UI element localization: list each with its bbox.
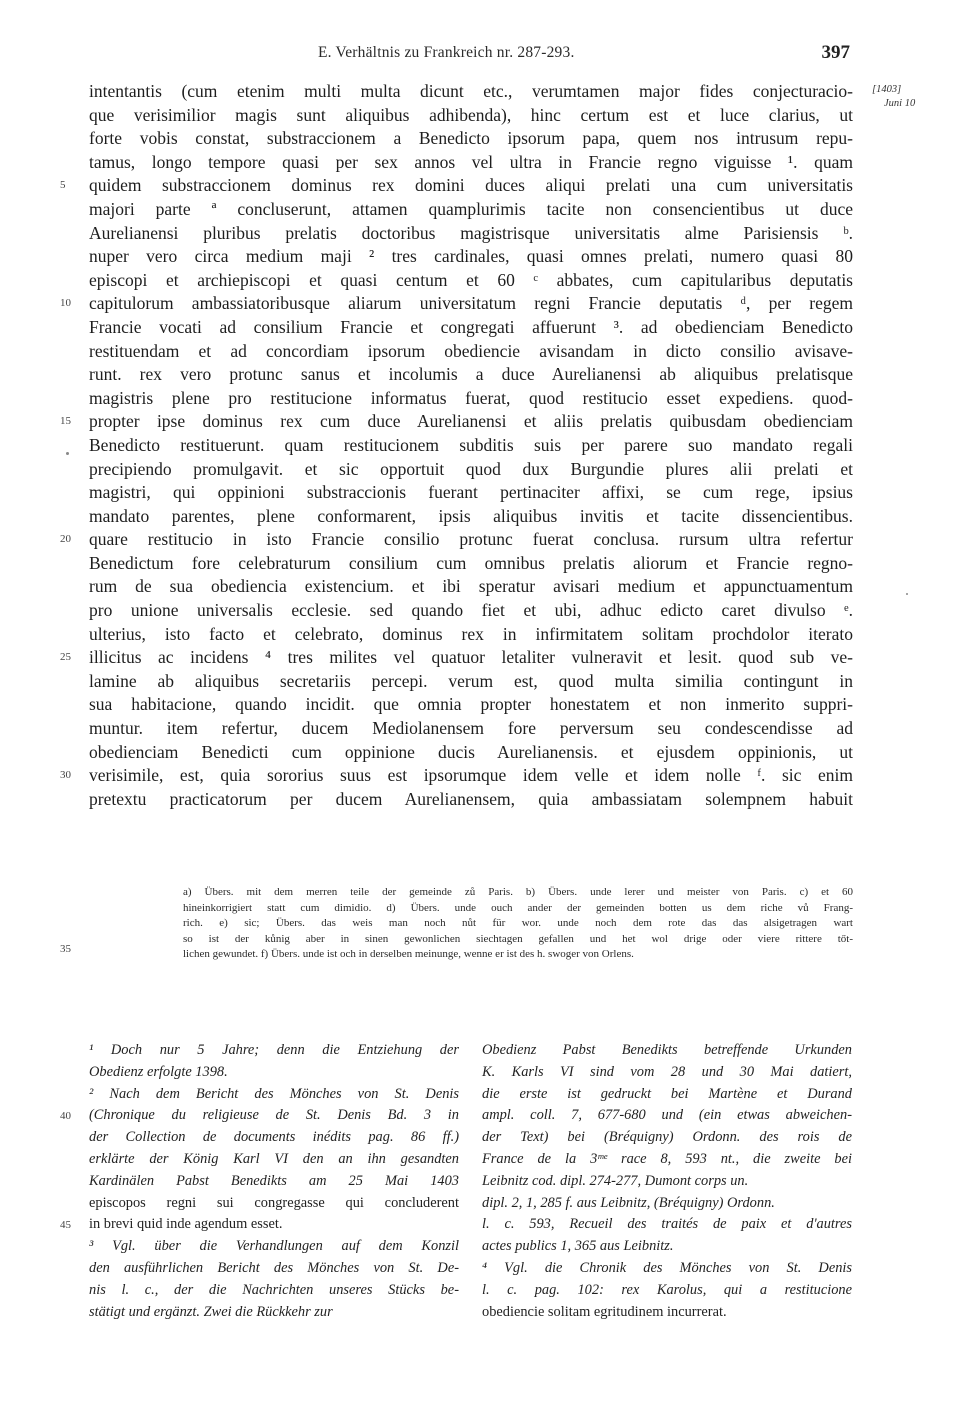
- text-line-content: illicitus ac incidens ⁴ tres milites vel quatuor letaliter vulneravit et lesit. quod sub ve-: [89, 647, 853, 668]
- line-number: 5: [60, 179, 66, 192]
- text-line-content: majori parte ª concluserunt, attamen quamplurimis tacite non consencientibus ut duce: [89, 198, 853, 219]
- line-number: 35: [60, 943, 71, 955]
- footnote-line: den ausführlichen Bericht des Mönches von St. De-: [89, 1259, 459, 1276]
- footnote-line: in brevi quid inde agendum esset.: [89, 1216, 283, 1233]
- text-line-content: episcopi et archiepiscopi et quasi centum et 60 ᶜ abbates, cum capitularibus deputatis: [89, 269, 853, 290]
- text-line: [0, 363, 960, 387]
- footnote-line: erklärte der König Karl VI den an ihn gesandten: [89, 1150, 459, 1167]
- variant-line: a) Übers. mit dem merren teile der gemeinde zů Paris. b) Übers. unde lerer und meister von Paris. c) et 60: [183, 886, 853, 898]
- footnote-line: die erste ist gedruckt bei Martène et Durand: [482, 1085, 852, 1102]
- footnote-line: ² Nach dem Bericht des Mönches von St. Denis: [89, 1085, 459, 1102]
- line-number: 20: [60, 533, 71, 546]
- footnote-line: ⁴ Vgl. die Chronik des Mönches von St. Denis: [482, 1259, 852, 1276]
- text-line-content: lamine ab aliquibus secretariis percepi. verum est, quod multa similia contingunt in: [89, 670, 853, 691]
- text-line-content: rum de sua obediencia existencium. et ibi speratur avisari medium et appunctuamentum: [89, 576, 853, 597]
- line-number: 25: [60, 651, 71, 664]
- text-line-content: restituendam et ad concordiam ipsorum obediencie avisandam in dicto consilio avisave-: [89, 340, 853, 361]
- text-line: [0, 646, 960, 670]
- page-header: [0, 44, 960, 68]
- line-number: 15: [60, 415, 71, 428]
- footnote-line: Obedienz Pabst Benedikts betreffende Urkunden: [482, 1042, 852, 1058]
- footnote-line: episcopos regni sui congregasse qui concluderent: [89, 1194, 459, 1211]
- text-line: [0, 80, 960, 104]
- text-line-content: capitulorum ambassiatoribusque aliarum universitatum regni Francie deputatis ᵈ, per regem: [89, 293, 853, 314]
- variant-line: hineinkorrigiert statt cum dimidio. d) Übers. unde ouch ander der gemeinden botten us dem riche vů Frang-: [183, 901, 853, 914]
- scan-speck: [906, 593, 908, 595]
- text-line-content: magistris plene pro restitucione informatus fuerat, quod restitucio esset expediens. quod-: [89, 387, 853, 408]
- text-line-content: pro unione universalis ecclesie. sed quando fiet et ubi, adhuc edicto caret divulso ᵉ.: [89, 600, 853, 621]
- text-line: [0, 316, 960, 340]
- footnote-line: der Text) bei (Bréquigny) Ordonn. des rois de: [482, 1129, 852, 1146]
- footnote-line: Kardinälen Pabst Benedikts am 25 Mai 1403: [89, 1172, 459, 1189]
- footnote-line: France de la 3ᵐᵉ race 8, 593 nt., die zweite bei: [482, 1150, 852, 1167]
- running-head: E. Verhältnis zu Frankreich nr. 287-293.: [318, 44, 575, 61]
- text-line: [0, 764, 960, 788]
- text-line-content: tamus, longo tempore quasi per sex annos vel ultra in Francie regno viguisse ¹. quam: [89, 151, 853, 172]
- text-line: [0, 788, 960, 812]
- text-line-content: muntur. item refertur, ducem Mediolanensem fore perversum seu condescendisse ad: [89, 718, 853, 739]
- text-line: [0, 505, 960, 529]
- text-line: [0, 552, 960, 576]
- footnote-line: l. c. pag. 102: rex Karolus, qui a restitucione: [482, 1281, 852, 1298]
- text-line-content: Aurelianensi pluribus prelatis doctoribus magistrisque universitatis alme Parisiensis ᵇ.: [89, 222, 853, 243]
- text-line-content: pretextu practicatorum per ducem Aurelianensem, quia ambassiatam solempnem habuit: [89, 788, 853, 809]
- text-line: [0, 292, 960, 316]
- text-line: [0, 575, 960, 599]
- footnote-line: dipl. 2, 1, 285 f. aus Leibnitz, (Bréquigny) Ordonn.: [482, 1194, 775, 1211]
- variant-line: lichen gewundet. f) Übers. unde ist och in derselben meinunge, wenne er ist des h. swoger von Orlens.: [183, 948, 634, 961]
- text-line: [0, 458, 960, 482]
- text-line-content: obedienciam Benedicti cum oppinione ducis Aurelianensis. et ejusdem oppinionis, ut: [89, 741, 853, 762]
- footnote-line: obediencie solitam egritudinem incurrerat.: [482, 1303, 727, 1320]
- variant-line: rich. e) sic; Übers. das weis man noch nůt für wor. unde noch dem rote das das alsigetragen wart: [183, 917, 853, 930]
- footnote-line: der Collection de documents inédits pag. 86 ff.): [89, 1129, 459, 1146]
- footnote-line: ¹ Doch nur 5 Jahre; denn die Entziehung der: [89, 1042, 459, 1058]
- line-number: 40: [60, 1110, 71, 1123]
- footnote-line: nis l. c., der die Nachrichten unseres Stücks be-: [89, 1281, 459, 1298]
- text-line: [0, 434, 960, 458]
- footnote-line: actes publics 1, 365 aus Leibnitz.: [482, 1238, 674, 1255]
- variant-line: so ist der kůnig aber in sinen gewonlichen siechtagen gefallen und het wol drige oder viere rittere tőt-: [183, 932, 853, 945]
- text-line: [0, 245, 960, 269]
- footnote-line: l. c. 593, Recueil des traités de paix et d'autres: [482, 1216, 852, 1233]
- text-line: [0, 151, 960, 175]
- footnote-line: ampl. coll. 7, 677-680 und (ein etwas abweichen-: [482, 1107, 852, 1124]
- text-line: [0, 387, 960, 411]
- text-line: [0, 623, 960, 647]
- text-line-content: ulterius, isto facto et celebrato, dominus rex in infirmitatem solitam prochdolor iterato: [89, 623, 853, 644]
- footnote-line: ³ Vgl. über die Verhandlungen auf dem Konzil: [89, 1238, 459, 1255]
- text-line-content: propter ipse dominus rex cum duce Aurelianensi et aliis prelatis quibusdam obedienciam: [89, 411, 853, 432]
- text-line: [0, 693, 960, 717]
- footnotes-right-column: [482, 1040, 852, 1323]
- line-number: 30: [60, 769, 71, 782]
- text-line-content: forte vobis constat, substraccionem a Benedicto ipsorum papa, quem nos intrusum repu-: [89, 128, 853, 149]
- footnotes-left-column: [89, 1040, 459, 1323]
- text-line: [0, 599, 960, 623]
- scan-speck: [66, 452, 69, 455]
- text-line-content: que verisimilior magis sunt aliquibus adhibenda), hinc certum est et luce clarius, ut: [89, 104, 853, 125]
- text-line-content: quare restitucio in isto Francie consilio protunc fuerat conclusa. rursum ultra refertur: [89, 529, 853, 550]
- text-line: [0, 481, 960, 505]
- text-line: [0, 104, 960, 128]
- margin-day: Juni 10: [884, 98, 916, 109]
- text-line: [0, 198, 960, 222]
- text-line: [0, 174, 960, 198]
- text-line-content: verisimile, est, quia sororius suus est ipsorumque idem velle et idem nolle ᶠ. sic enim: [89, 765, 853, 786]
- text-line-content: sua habitacione, quando incidit. que omnia propter honestatem et non inmerito suppri-: [89, 694, 853, 715]
- text-line: [0, 717, 960, 741]
- text-line: [0, 127, 960, 151]
- text-line: [0, 528, 960, 552]
- text-line: [0, 741, 960, 765]
- margin-year: [1403]: [872, 84, 902, 95]
- text-line-content: precipiendo promulgavit. et sic opportuit quod dux Burgundie plures alii prelati et: [89, 458, 853, 479]
- text-line: [0, 269, 960, 293]
- footnote-line: Obedienz erfolgte 1398.: [89, 1063, 228, 1080]
- line-number: 10: [60, 297, 71, 310]
- text-line-content: intentantis (cum etenim multi multa dicunt etc., verumtamen major fides conjecturacio-: [89, 81, 853, 101]
- textual-variants-apparatus: [183, 885, 853, 963]
- text-line-content: mandato parentes, plene conformarent, ipsis aliquibus invitis et tacite dissencientibus.: [89, 505, 853, 526]
- text-line: [0, 340, 960, 364]
- line-number: 45: [60, 1219, 71, 1232]
- page-number: 397: [821, 42, 850, 63]
- text-line-content: Benedictum fore celebraturum consilium cum omnibus prelatis aliorum et Francie regno-: [89, 552, 853, 573]
- footnote-line: (Chronique du religieuse de St. Denis Bd. 3 in: [89, 1107, 459, 1124]
- text-line-content: magistri, qui oppinioni substraccionis fuerant pertinaciter affixi, se cum rege, ipsius: [89, 482, 853, 503]
- footnote-line: stätigt und ergänzt. Zwei die Rückkehr zur: [89, 1303, 333, 1320]
- footnote-line: Leibnitz cod. dipl. 274-277, Dumont corps un.: [482, 1172, 749, 1189]
- text-line-content: Francie vocati ad consilium Francie et congregati affuerunt ³. ad obedienciam Benedicto: [89, 316, 853, 337]
- text-line-content: quidem substraccionem dominus rex domini duces aliqui prelati una cum universitatis: [89, 175, 853, 196]
- main-text-body: [0, 80, 960, 811]
- text-line: [0, 410, 960, 434]
- text-line-content: runt. rex vero protunc sanus et incolumis a duce Aurelianensi ab aliquibus prelatisque: [89, 364, 853, 385]
- text-line-content: nuper vero circa medium maji ² tres cardinales, quasi omnes prelati, numero quasi 80: [89, 246, 853, 267]
- footnote-line: K. Karls VI sind vom 28 und 30 Mai datiert,: [482, 1063, 852, 1080]
- text-line: [0, 222, 960, 246]
- text-line-content: Benedicto restituerunt. quam restitucionem subditis suis per parere suo mandato regali: [89, 434, 853, 455]
- text-line: [0, 670, 960, 694]
